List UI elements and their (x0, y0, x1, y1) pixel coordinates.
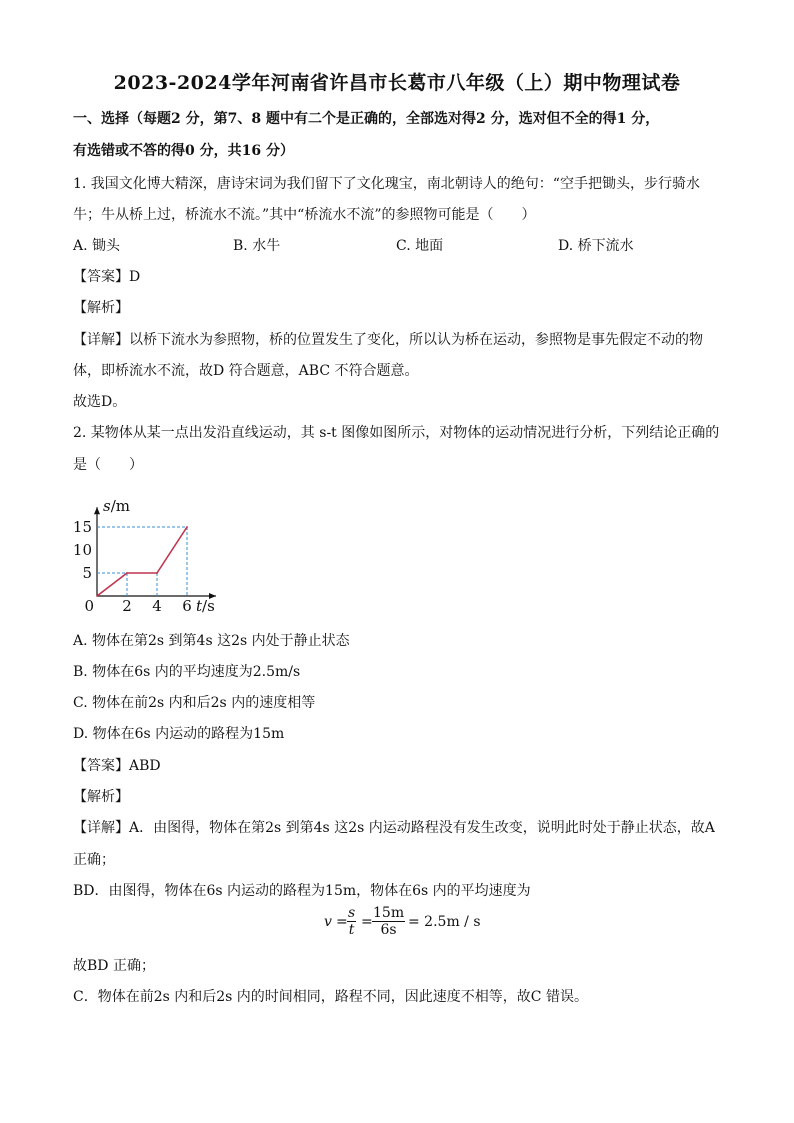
q2-option-b: B. 物体在6s 内的平均速度为2.5m/s (73, 664, 301, 680)
data-point (156, 572, 158, 574)
section-heading-line2: 有选错或不答的得0 分，共16 分） (73, 143, 294, 159)
y-axis-arrow (94, 507, 100, 514)
formula-fraction-st (347, 905, 356, 938)
x-tick-label: 4 (152, 597, 162, 615)
q2-detail-line3: BD．由图得，物体在6s 内运动的路程为15m，物体在6s 内的平均速度为 (73, 883, 531, 899)
q1-detail-line1: 【详解】以桥下流水为参照物，桥的位置发生了变化，所以认为桥在运动，参照物是事先假定不动的物 (73, 332, 703, 348)
series-line (97, 527, 187, 596)
q2-detail-line2: 正确； (73, 852, 115, 868)
y-tick-label: 15 (72, 518, 92, 536)
formula-v: v (324, 914, 332, 930)
page-title: 2023-2024学年河南省许昌市长葛市八年级（上）期中物理试卷 (113, 72, 681, 94)
q1-analysis-heading: 【解析】 (73, 300, 129, 316)
q1-option-c: C. 地面 (396, 238, 444, 254)
q1-detail-line2: 体，即桥流水不流，故D 符合题意，ABC 不符合题意。 (73, 363, 419, 379)
q2-detail-line1: 【详解】A．由图得，物体在第2s 到第4s 这2s 内运动路程没有发生改变，说明此时处于静止状态，故A (73, 820, 715, 836)
q2-stem-line2: 是（ ） (73, 457, 143, 473)
data-point (96, 595, 98, 597)
q1-stem-line2: 牛；牛从桥上过，桥流水不流。”其中“桥流水不流”的参照物可能是（ ） (73, 207, 536, 223)
q2-option-d: D. 物体在6s 内运动的路程为15m (73, 726, 285, 742)
formula-result: = 2.5m / s (408, 914, 481, 930)
q2-detail-line4: 故BD 正确； (73, 958, 155, 974)
origin-label: 0 (84, 597, 94, 615)
q2-answer: 【答案】ABD (73, 758, 161, 774)
q2-stem-line1: 2. 某物体从某一点出发沿直线运动，其 s-t 图像如图所示，对物体的运动情况进行分析，下列结论正确的 (73, 425, 720, 441)
formula-eq2: = (361, 914, 373, 930)
y-tick-label: 10 (72, 541, 92, 559)
q2-detail-line5: C．物体在前2s 内和后2s 内的时间相同，路程不同，因此速度不相等，故C 错误。 (73, 989, 588, 1005)
x-tick-label: 6 (182, 597, 192, 615)
formula-6s: 6s (380, 922, 397, 938)
y-axis-label: s/m (103, 497, 130, 516)
x-axis-label: t/s (196, 597, 215, 615)
q1-stem-line1: 1. 我国文化博大精深，唐诗宋词为我们留下了文化瑰宝，南北朝诗人的绝句：“空手把锄头，步行骑水 (73, 176, 700, 192)
formula-s: s (348, 905, 356, 921)
formula-t: t (348, 922, 355, 938)
x-tick-label: 2 (122, 597, 132, 615)
q2-option-c: C. 物体在前2s 内和后2s 内的速度相等 (73, 695, 316, 711)
average-speed-formula (322, 905, 482, 945)
q1-answer: 【答案】D (73, 269, 141, 285)
y-tick-label: 5 (82, 564, 92, 582)
q1-option-d: D. 桥下流水 (558, 238, 634, 254)
q1-conclusion: 故选D。 (73, 394, 127, 410)
st-graph (72, 484, 245, 615)
data-point (126, 572, 128, 574)
section-heading-line1: 一、选择（每题2 分，第7、8 题中有二个是正确的，全部选对得2 分，选对但不全的得1 分， (73, 111, 660, 127)
data-point (186, 526, 188, 528)
q2-option-a: A. 物体在第2s 到第4s 这2s 内处于静止状态 (73, 633, 350, 649)
q1-option-b: B. 水牛 (233, 238, 281, 254)
formula-15m: 15m (373, 905, 405, 921)
formula-fraction-values (372, 905, 405, 938)
q2-analysis-heading: 【解析】 (73, 789, 129, 805)
formula-eq1: = (336, 914, 348, 930)
q1-option-a: A. 锄头 (73, 238, 121, 254)
